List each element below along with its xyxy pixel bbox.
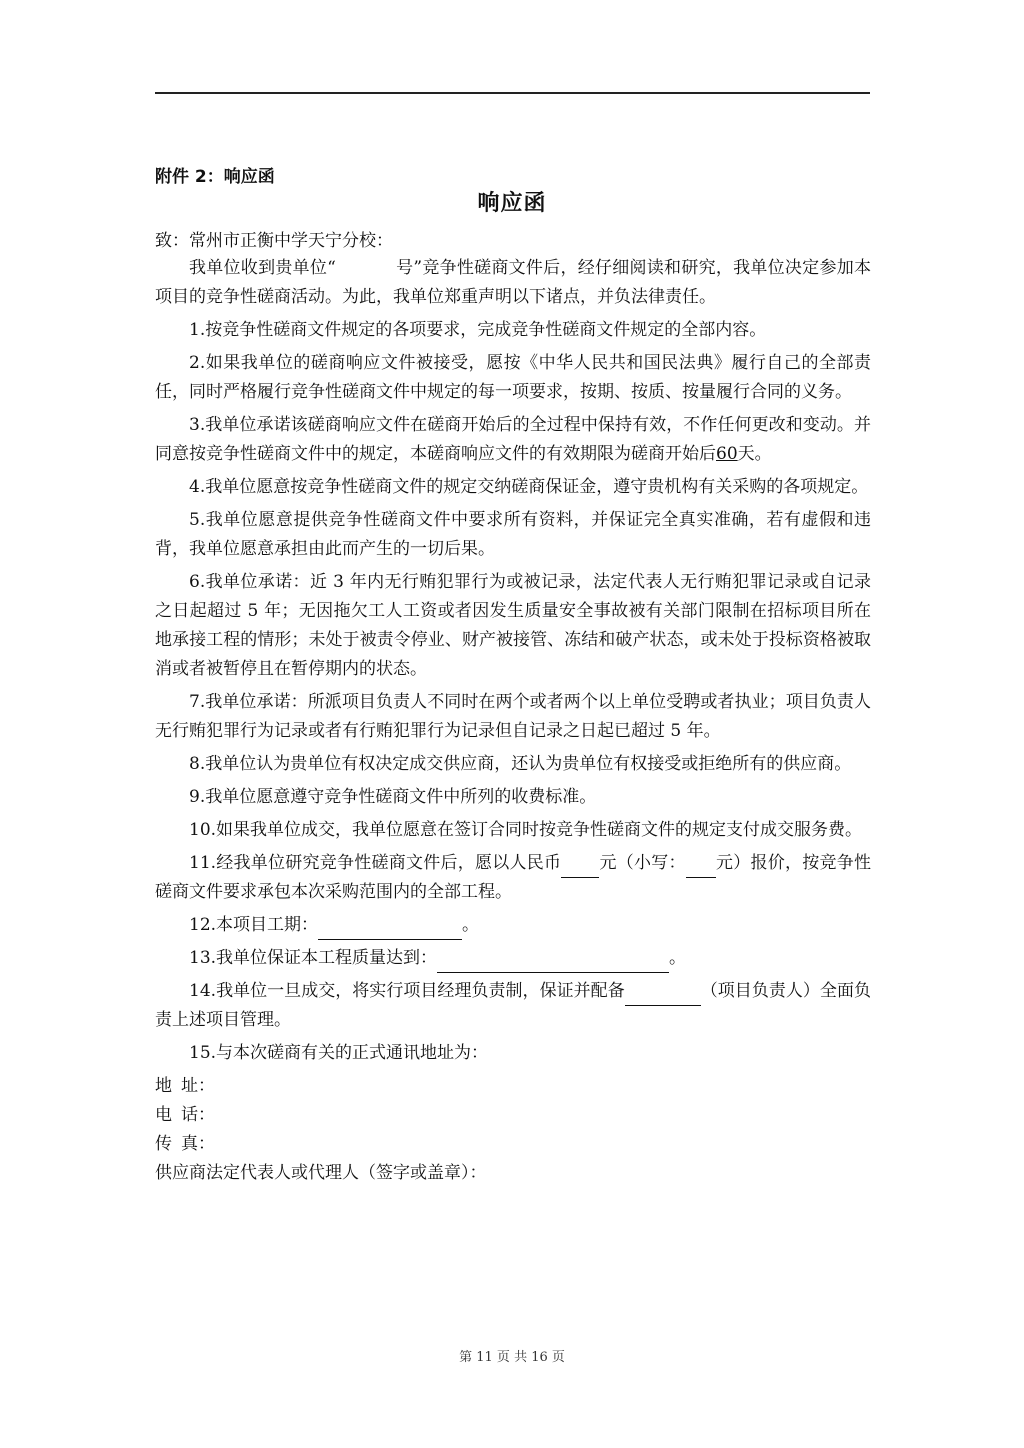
intro-text-2: 号”竞争性磋商文件后，经仔细阅读和研究，我单位决定参加本项目的竞争性磋商活动。为此，我单位郑重声明以下诸点，并负法律责任。 — [155, 258, 871, 307]
item-12 — [155, 911, 871, 940]
attachment-label: 附件 2：响应函 — [155, 167, 275, 187]
signature-line: 供应商法定代表人或代理人（签字或盖章）： — [155, 1163, 487, 1183]
item-1: 1.按竞争性磋商文件规定的各项要求，完成竞争性磋商文件规定的全部内容。 — [189, 320, 767, 340]
item-11-text-a: 11.经我单位研究竞争性磋商文件后，愿以人民币 — [189, 853, 562, 873]
duration-blank[interactable] — [318, 919, 462, 940]
intro-text-1: 我单位收到贵单位“ — [189, 258, 336, 278]
item-11 — [155, 849, 871, 907]
item-11-text-b: 元（小写： — [599, 853, 686, 873]
page-title: 响应函 — [477, 191, 547, 216]
item-15: 15.与本次磋商有关的正式通讯地址为： — [189, 1043, 489, 1063]
address-label-2: 址： — [181, 1076, 215, 1096]
item-13 — [155, 944, 871, 973]
price-uppercase-blank[interactable] — [561, 857, 599, 878]
item-14 — [155, 977, 871, 1035]
item-14-text-a: 14.我单位一旦成交，将实行项目经理负责制，保证并配备 — [189, 981, 625, 1001]
fax-label-2: 真： — [181, 1134, 215, 1154]
item-6: 6.我单位承诺：近 3 年内无行贿犯罪行为或被记录，法定代表人无行贿犯罪记录或自记录之日起超过 5 年；无因拖欠工人工资或者因发生质量安全事故被有关部门限制在招标项目所在地承接工程的情形；未处于被责令停业、财产被接管、冻结和破产状态，或未处于投标资格被取消或者被暂停且在暂停期内的状态。 — [155, 572, 871, 679]
item-3-text-b: 天。 — [737, 444, 772, 464]
price-lowercase-blank[interactable] — [686, 857, 716, 878]
page-number: 第 11 页 共 16 页 — [459, 1350, 565, 1365]
phone-label-1: 电 — [155, 1105, 172, 1125]
header-divider — [155, 92, 870, 94]
fax-label-1: 传 — [155, 1134, 172, 1154]
item-8: 8.我单位认为贵单位有权决定成交供应商，还认为贵单位有权接受或拒绝所有的供应商。 — [189, 754, 852, 774]
item-9: 9.我单位愿意遵守竞争性磋商文件中所列的收费标准。 — [189, 787, 597, 807]
fax-line — [155, 1130, 871, 1159]
intro-paragraph — [155, 254, 871, 312]
item-13-text-b: 。 — [669, 948, 687, 968]
item-10: 10.如果我单位成交，我单位愿意在签订合同时按竞争性磋商文件的规定支付成交服务费。 — [189, 820, 863, 840]
item-7: 7.我单位承诺：所派项目负责人不同时在两个或者两个以上单位受聘或者执业；项目负责人无行贿犯罪行为记录或者有行贿犯罪行为记录但自记录之日起已超过 5 年。 — [155, 692, 871, 741]
letter-body — [155, 254, 871, 1188]
address-label-1: 地 — [155, 1076, 172, 1096]
item-12-text-a: 12.本项目工期： — [189, 915, 319, 935]
address-line — [155, 1072, 871, 1101]
quality-blank[interactable] — [437, 952, 669, 973]
item-3 — [155, 411, 871, 469]
item-5: 5.我单位愿意提供竞争性磋商文件中要求所有资料，并保证完全真实准确，若有虚假和违背，我单位愿意承担由此而产生的一切后果。 — [155, 510, 871, 559]
item-14-text-b: （项目负责人）全面负责上述项目管理。 — [155, 981, 871, 1030]
item-13-text-a: 13.我单位保证本工程质量达到： — [189, 948, 438, 968]
item-2: 2.如果我单位的磋商响应文件被接受，愿按《中华人民共和国民法典》履行自己的全部责任，同时严格履行竞争性磋商文件中规定的每一项要求，按期、按质、按量履行合同的义务。 — [155, 353, 871, 402]
recipient-line: 致：常州市正衡中学天宁分校： — [155, 231, 393, 251]
item-11-text-c: 元）报价，按竞争性磋商文件要求承包本次采购范围内的全部工程。 — [155, 853, 872, 902]
item-12-text-b: 。 — [462, 915, 480, 935]
phone-line — [155, 1101, 871, 1130]
item-4: 4.我单位愿意按竞争性磋商文件的规定交纳磋商保证金，遵守贵机构有关采购的各项规定。 — [189, 477, 869, 497]
validity-days: 60 — [716, 444, 738, 464]
project-manager-blank[interactable] — [625, 985, 701, 1006]
phone-label-2: 话： — [181, 1105, 215, 1125]
item-3-text-a: 3.我单位承诺该磋商响应文件在磋商开始后的全过程中保持有效，不作任何更改和变动。并同意按竞争性磋商文件中的规定，本磋商响应文件的有效期限为磋商开始后 — [155, 415, 871, 464]
